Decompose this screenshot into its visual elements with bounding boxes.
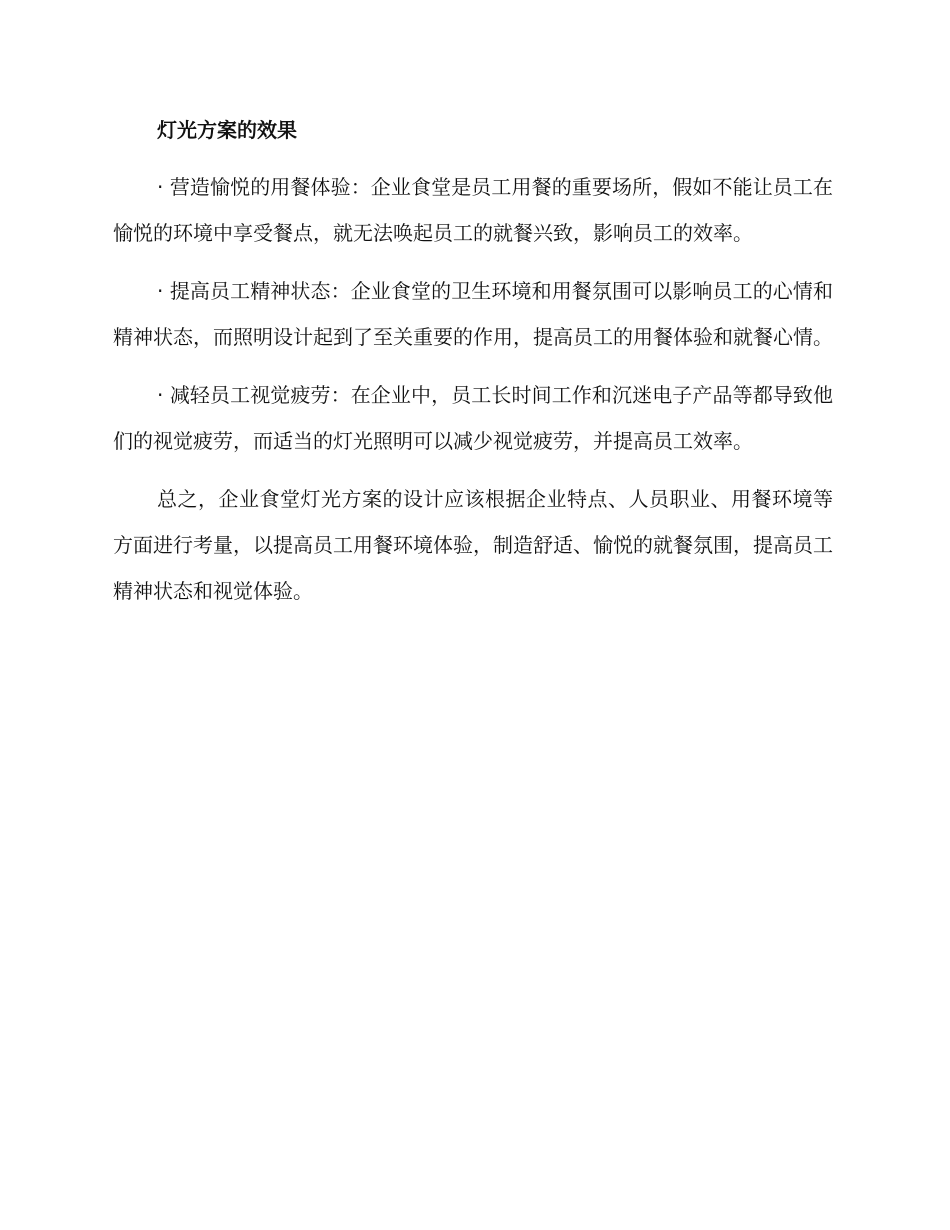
bullet-paragraph-dining-experience: · 营造愉悦的用餐体验：企业食堂是员工用餐的重要场所，假如不能让员工在愉悦的环境中享受餐点，就无法唤起员工的就餐兴致，影响员工的效率。 [113,175,833,245]
section-heading: 灯光方案的效果 [157,118,297,142]
summary-paragraph: 总之，企业食堂灯光方案的设计应该根据企业特点、人员职业、用餐环境等方面进行考量，以提高员工用餐环境体验，制造舒适、愉悦的就餐氛围，提高员工精神状态和视觉体验。 [113,487,833,603]
bullet-paragraph-visual-fatigue: · 减轻员工视觉疲劳：在企业中，员工长时间工作和沉迷电子产品等都导致他们的视觉疲劳，而适当的灯光照明可以减少视觉疲劳，并提高员工效率。 [113,383,833,453]
document-body [113,114,833,614]
bullet-paragraph-mental-state: · 提高员工精神状态：企业食堂的卫生环境和用餐氛围可以影响员工的心情和精神状态，而照明设计起到了至关重要的作用，提高员工的用餐体验和就餐心情。 [113,279,833,349]
